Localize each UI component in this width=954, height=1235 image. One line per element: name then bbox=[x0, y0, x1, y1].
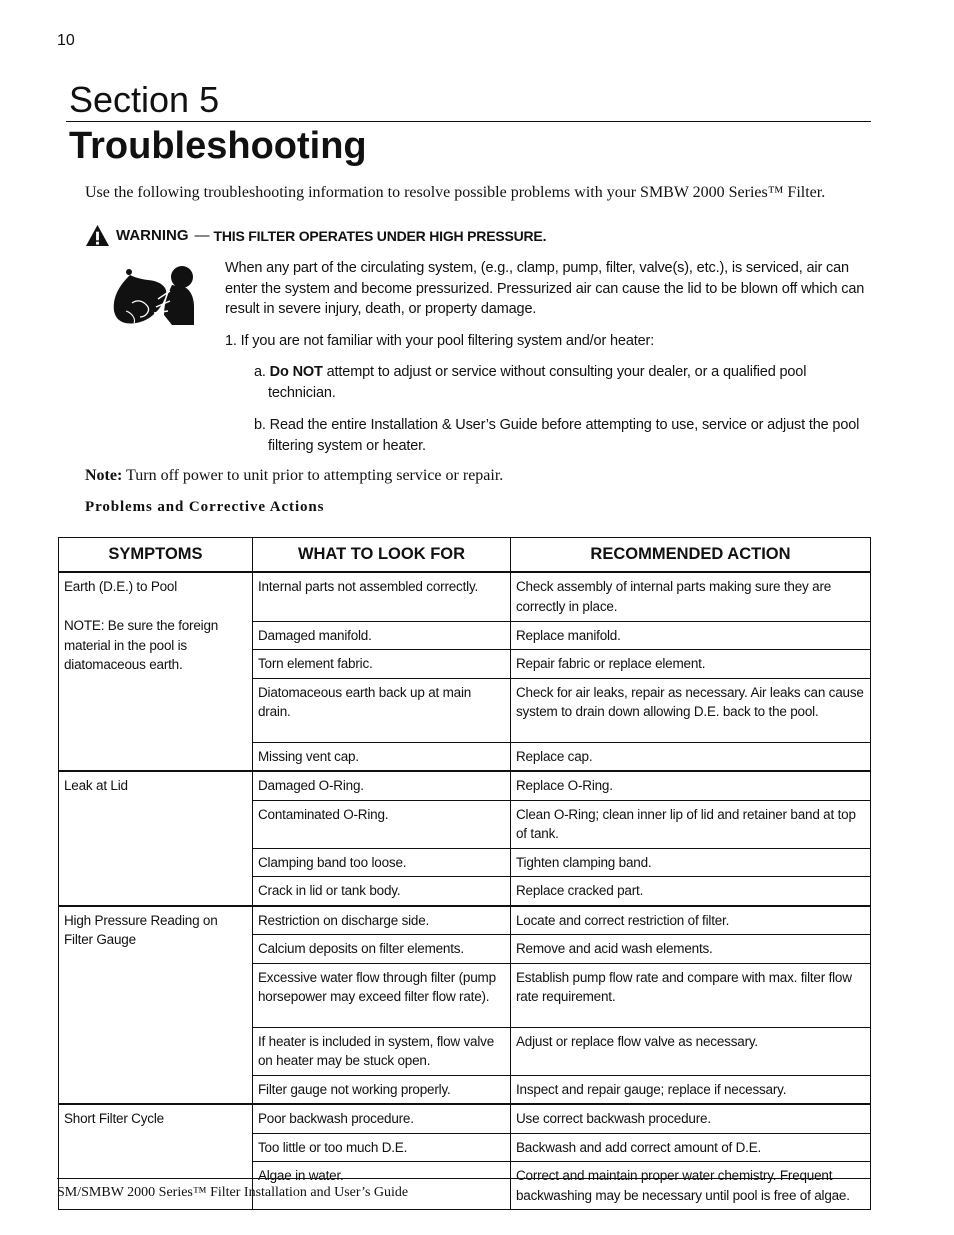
warning-item-a-text: attempt to adjust or service without consulting your dealer, or a qualified pool technician. bbox=[268, 364, 807, 401]
column-header-recommended-action: RECOMMENDED ACTION bbox=[511, 538, 871, 573]
action-cell: Replace O-Ring. bbox=[511, 771, 871, 800]
look-for-cell: Clamping band too loose. bbox=[253, 848, 511, 877]
look-for-cell: Calcium deposits on filter elements. bbox=[253, 935, 511, 964]
look-for-cell: If heater is included in system, flow valve on heater may be stuck open. bbox=[253, 1027, 511, 1075]
table-row bbox=[59, 572, 871, 621]
action-cell: Inspect and repair gauge; replace if necessary. bbox=[511, 1075, 871, 1104]
action-cell: Locate and correct restriction of filter. bbox=[511, 906, 871, 935]
footer-divider bbox=[57, 1178, 871, 1179]
look-for-cell: Algae in water. bbox=[253, 1162, 511, 1210]
symptom-cell: Earth (D.E.) to Pool NOTE: Be sure the foreign material in the pool is diatomaceous earth. bbox=[59, 572, 253, 771]
action-cell: Repair fabric or replace element. bbox=[511, 650, 871, 679]
note-text: Turn off power to unit prior to attempting service or repair. bbox=[122, 467, 504, 484]
warning-triangle-icon bbox=[85, 224, 110, 247]
warning-item-1: 1. If you are not familiar with your pool filtering system and/or heater: bbox=[225, 333, 655, 349]
warning-headline bbox=[85, 224, 546, 247]
warning-word: WARNING bbox=[116, 227, 189, 244]
look-for-cell: Crack in lid or tank body. bbox=[253, 877, 511, 906]
table-row bbox=[59, 771, 871, 800]
title-divider bbox=[66, 121, 871, 122]
section-title: Troubleshooting bbox=[69, 125, 367, 167]
action-cell: Replace cracked part. bbox=[511, 877, 871, 906]
warning-text: THIS FILTER OPERATES UNDER HIGH PRESSURE. bbox=[213, 227, 547, 244]
look-for-cell: Torn element fabric. bbox=[253, 650, 511, 679]
table-heading: Problems and Corrective Actions bbox=[85, 499, 325, 515]
table-row bbox=[59, 906, 871, 935]
column-header-what-to-look-for: WHAT TO LOOK FOR bbox=[253, 538, 511, 573]
action-cell: Replace manifold. bbox=[511, 621, 871, 650]
look-for-cell: Contaminated O-Ring. bbox=[253, 800, 511, 848]
action-cell: Check for air leaks, repair as necessary. Air leaks can cause system to drain down allowing D.E. back to the pool. bbox=[511, 678, 871, 742]
symptom-cell: Leak at Lid bbox=[59, 771, 253, 906]
action-cell: Correct and maintain proper water chemistry. Frequent backwashing may be necessary until pool is free of algae. bbox=[511, 1162, 871, 1210]
look-for-cell: Internal parts not assembled correctly. bbox=[253, 572, 511, 621]
symptom-cell: Short Filter Cycle bbox=[59, 1104, 253, 1210]
action-cell: Backwash and add correct amount of D.E. bbox=[511, 1133, 871, 1162]
action-cell: Replace cap. bbox=[511, 742, 871, 771]
pressure-blast-hazard-icon bbox=[112, 263, 197, 328]
action-cell: Establish pump flow rate and compare with max. filter flow rate requirement. bbox=[511, 963, 871, 1027]
warning-body: When any part of the circulating system, (e.g., clamp, pump, filter, valve(s), etc.), is serviced, air can enter the system and become pressurized. Pressurized air can cause the lid to be blown off which can result in severe injury, death, or property damage. bbox=[225, 260, 865, 317]
warning-item-a-emphasis: Do NOT bbox=[269, 364, 323, 380]
table-row bbox=[59, 1104, 871, 1133]
warning-dash: — bbox=[194, 227, 210, 244]
look-for-cell: Diatomaceous earth back up at main drain. bbox=[253, 678, 511, 742]
look-for-cell: Too little or too much D.E. bbox=[253, 1133, 511, 1162]
look-for-cell: Missing vent cap. bbox=[253, 742, 511, 771]
note bbox=[85, 466, 503, 486]
action-cell: Adjust or replace flow valve as necessary. bbox=[511, 1027, 871, 1075]
symptom-cell: High Pressure Reading on Filter Gauge bbox=[59, 906, 253, 1105]
action-cell: Clean O-Ring; clean inner lip of lid and retainer band at top of tank. bbox=[511, 800, 871, 848]
look-for-cell: Poor backwash procedure. bbox=[253, 1104, 511, 1133]
look-for-cell: Restriction on discharge side. bbox=[253, 906, 511, 935]
action-cell: Tighten clamping band. bbox=[511, 848, 871, 877]
section-label: Section 5 bbox=[69, 79, 220, 120]
table-header-row bbox=[59, 538, 871, 573]
look-for-cell: Damaged O-Ring. bbox=[253, 771, 511, 800]
look-for-cell: Filter gauge not working properly. bbox=[253, 1075, 511, 1104]
page-number: 10 bbox=[57, 32, 75, 49]
action-cell: Remove and acid wash elements. bbox=[511, 935, 871, 964]
action-cell: Use correct backwash procedure. bbox=[511, 1104, 871, 1133]
intro-paragraph: Use the following troubleshooting information to resolve possible problems with your SMBW 2000 Series™ Filter. bbox=[85, 184, 826, 201]
warning-item-a bbox=[254, 362, 868, 403]
column-header-symptoms: SYMPTOMS bbox=[59, 538, 253, 573]
warning-item-b: b. Read the entire Installation & User’s Guide before attempting to use, service or adjust the pool filtering system or heater. bbox=[254, 417, 860, 454]
footer-text: SM/SMBW 2000 Series™ Filter Installation and User’s Guide bbox=[57, 1185, 409, 1200]
warning-item-a-prefix: a. bbox=[254, 364, 270, 380]
look-for-cell: Excessive water flow through filter (pump horsepower may exceed filter flow rate). bbox=[253, 963, 511, 1027]
note-label: Note: bbox=[85, 467, 123, 484]
action-cell: Check assembly of internal parts making sure they are correctly in place. bbox=[511, 572, 871, 621]
troubleshooting-table bbox=[58, 537, 871, 1210]
look-for-cell: Damaged manifold. bbox=[253, 621, 511, 650]
